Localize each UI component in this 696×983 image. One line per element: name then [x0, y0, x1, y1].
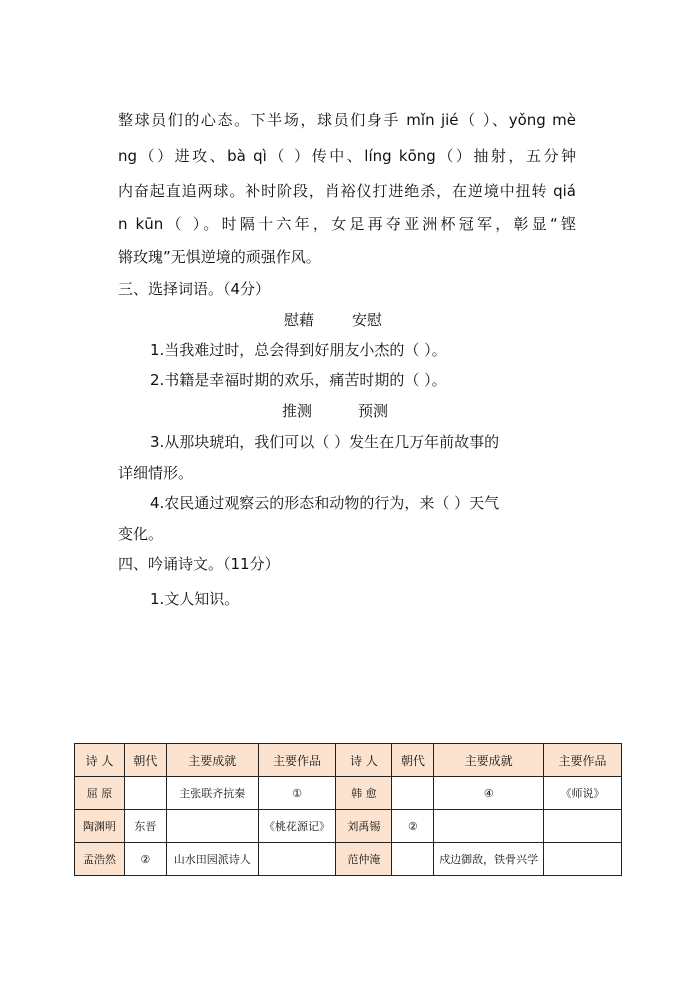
question-3-line-1: 3.从那块琥珀，我们可以（ ）发生在几万年前故事的	[150, 433, 500, 451]
poet-name-cell: 韩 愈	[336, 777, 392, 810]
table-row	[75, 843, 622, 876]
poet-name-cell: 范仲淹	[336, 843, 392, 876]
table-cell	[544, 810, 622, 843]
table-row	[75, 810, 622, 843]
table-cell	[434, 810, 544, 843]
table-cell: ①	[258, 777, 336, 810]
word-option: 慰藉	[284, 311, 315, 329]
question-1: 1.当我难过时，总会得到好朋友小杰的（ ）。	[150, 341, 447, 359]
paragraph-line-3: 内奋起直追两球。补时阶段，肖裕仪打进绝杀，在逆境中扭转 qiá	[118, 182, 576, 200]
table-cell	[166, 810, 258, 843]
table-cell: 《师说》	[544, 777, 622, 810]
table-header-cell: 主要成就	[166, 744, 258, 777]
table-cell	[124, 777, 166, 810]
word-option: 推测	[282, 402, 313, 420]
poet-name-cell: 屈 原	[75, 777, 125, 810]
table-header-cell: 主要成就	[434, 744, 544, 777]
table-cell	[392, 843, 434, 876]
section4-title: 四、吟诵诗文。（11分）	[118, 555, 280, 573]
paragraph-line-5: 锵玫瑰”无惧逆境的顽强作风。	[118, 248, 321, 266]
section3-title: 三、选择词语。（4分）	[118, 280, 271, 298]
table-row	[75, 777, 622, 810]
table-header-cell: 主要作品	[544, 744, 622, 777]
table-header-cell: 朝代	[392, 744, 434, 777]
paragraph-line-2: ng（）进攻、bà qì（ ）传中、líng kōng（）抽射，五分钟	[118, 147, 576, 165]
table-cell	[392, 777, 434, 810]
poet-name-cell: 刘禹锡	[336, 810, 392, 843]
question-3-line-2: 详细情形。	[118, 464, 194, 482]
table-cell: 戍边御敌，铁骨兴学	[434, 843, 544, 876]
table-cell: 山水田园派诗人	[166, 843, 258, 876]
table-header-cell: 诗 人	[75, 744, 125, 777]
question-2: 2.书籍是幸福时期的欢乐，痛苦时期的（ ）。	[150, 371, 447, 389]
table-header-cell: 主要作品	[258, 744, 336, 777]
table-cell	[258, 843, 336, 876]
table-cell: 主张联齐抗秦	[166, 777, 258, 810]
poet-name-cell: 陶渊明	[75, 810, 125, 843]
question-4-line-1: 4.农民通过观察云的形态和动物的行为，来（ ）天气	[150, 494, 500, 512]
word-option: 预测	[358, 402, 389, 420]
question-4-line-2: 变化。	[118, 525, 164, 543]
table-cell: 《桃花源记》	[258, 810, 336, 843]
table-cell: ②	[124, 843, 166, 876]
table-cell: ④	[434, 777, 544, 810]
table-header-cell: 诗 人	[336, 744, 392, 777]
table-header-cell: 朝代	[124, 744, 166, 777]
section4-sub1: 1.文人知识。	[150, 590, 240, 608]
table-cell	[544, 843, 622, 876]
paragraph-line-1: 整球员们的心态。下半场，球员们身手 mǐn jié（ ）、yǒng mè	[118, 111, 576, 129]
table-cell: ②	[392, 810, 434, 843]
table-header-row	[75, 744, 622, 777]
word-option: 安慰	[352, 311, 383, 329]
poet-knowledge-table	[74, 743, 622, 876]
poet-name-cell: 孟浩然	[75, 843, 125, 876]
paragraph-line-4: n kūn（ ）。时隔十六年，女足再夺亚洲杯冠军，彰显“铿	[118, 215, 576, 233]
table-cell: 东晋	[124, 810, 166, 843]
